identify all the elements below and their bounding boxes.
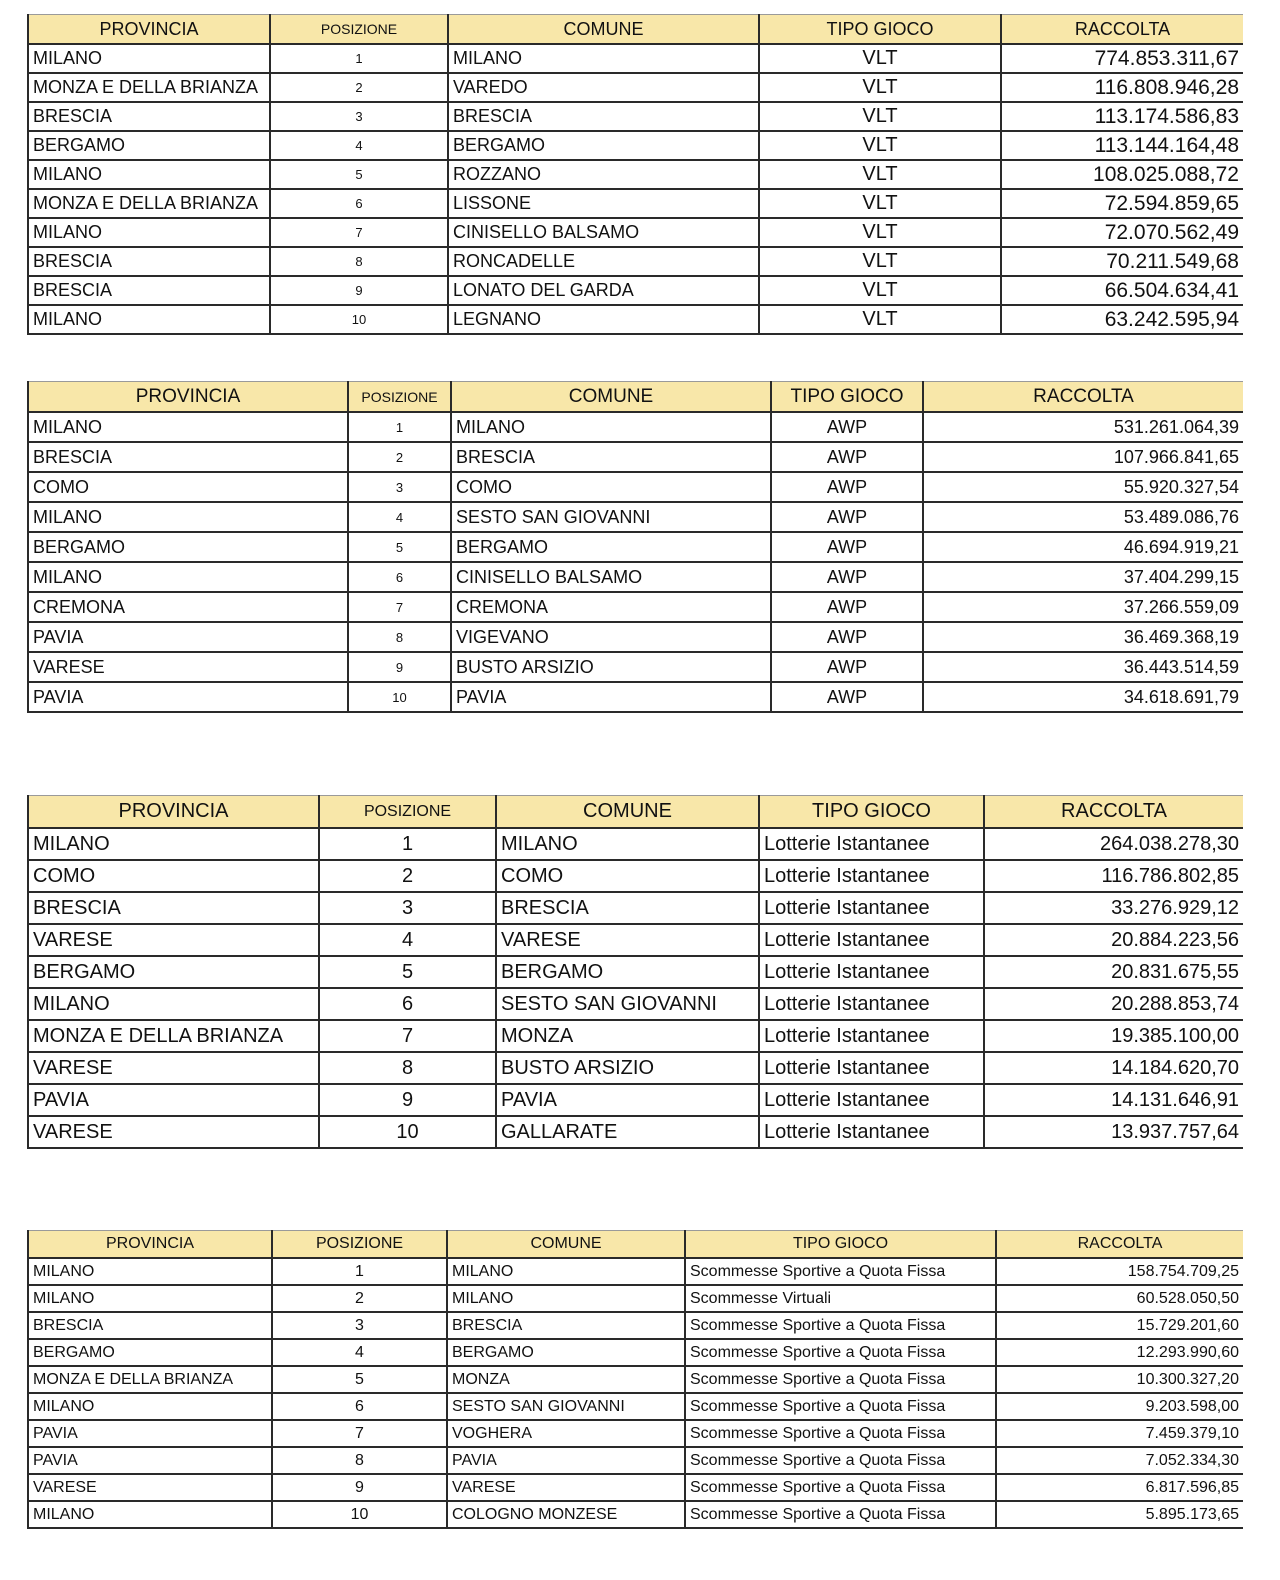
cell-comune: MILANO xyxy=(448,44,759,73)
cell-raccolta: 55.920.327,54 xyxy=(923,472,1243,502)
table-row xyxy=(28,102,1243,131)
table-header-row xyxy=(28,796,1243,829)
cell-tipo-gioco: Lotterie Istantanee xyxy=(759,1052,984,1084)
header-comune: COMUNE xyxy=(447,1231,685,1259)
cell-raccolta: 33.276.929,12 xyxy=(984,892,1243,924)
cell-provincia: MILANO xyxy=(28,1501,272,1528)
cell-comune: BERGAMO xyxy=(447,1339,685,1366)
cell-posizione: 4 xyxy=(270,131,448,160)
cell-raccolta: 34.618.691,79 xyxy=(923,682,1243,712)
cell-raccolta: 6.817.596,85 xyxy=(996,1474,1243,1501)
cell-posizione: 5 xyxy=(270,160,448,189)
table-row xyxy=(28,924,1243,956)
cell-posizione: 10 xyxy=(272,1501,447,1528)
cell-posizione: 1 xyxy=(270,44,448,73)
cell-tipo-gioco: AWP xyxy=(771,442,923,472)
cell-tipo-gioco: Scommesse Sportive a Quota Fissa xyxy=(685,1258,996,1285)
cell-raccolta: 20.884.223,56 xyxy=(984,924,1243,956)
cell-tipo-gioco: AWP xyxy=(771,532,923,562)
header-tipo-gioco: TIPO GIOCO xyxy=(759,796,984,829)
cell-posizione: 9 xyxy=(319,1084,496,1116)
cell-raccolta: 14.131.646,91 xyxy=(984,1084,1243,1116)
cell-comune: BRESCIA xyxy=(451,442,771,472)
table-row xyxy=(28,682,1243,712)
cell-posizione: 8 xyxy=(270,247,448,276)
cell-comune: VOGHERA xyxy=(447,1420,685,1447)
table-row xyxy=(28,988,1243,1020)
cell-comune: RONCADELLE xyxy=(448,247,759,276)
cell-comune: SESTO SAN GIOVANNI xyxy=(451,502,771,532)
cell-raccolta: 36.469.368,19 xyxy=(923,622,1243,652)
header-posizione: POSIZIONE xyxy=(272,1231,447,1259)
header-raccolta: RACCOLTA xyxy=(1001,15,1243,45)
table-row xyxy=(28,189,1243,218)
table-row xyxy=(28,592,1243,622)
table-row xyxy=(28,442,1243,472)
table-row xyxy=(28,1366,1243,1393)
header-tipo-gioco: TIPO GIOCO xyxy=(771,382,923,413)
cell-comune: PAVIA xyxy=(447,1447,685,1474)
cell-posizione: 9 xyxy=(348,652,451,682)
cell-raccolta: 774.853.311,67 xyxy=(1001,44,1243,73)
header-comune: COMUNE xyxy=(448,15,759,45)
cell-posizione: 8 xyxy=(348,622,451,652)
cell-provincia: VARESE xyxy=(28,1052,319,1084)
cell-comune: BUSTO ARSIZIO xyxy=(451,652,771,682)
cell-tipo-gioco: VLT xyxy=(759,102,1001,131)
cell-raccolta: 13.937.757,64 xyxy=(984,1116,1243,1148)
cell-posizione: 3 xyxy=(319,892,496,924)
table-row xyxy=(28,218,1243,247)
cell-tipo-gioco: Lotterie Istantanee xyxy=(759,1020,984,1052)
cell-tipo-gioco: Scommesse Virtuali xyxy=(685,1285,996,1312)
cell-posizione: 4 xyxy=(348,502,451,532)
cell-tipo-gioco: VLT xyxy=(759,305,1001,334)
cell-tipo-gioco: Lotterie Istantanee xyxy=(759,860,984,892)
cell-comune: MILANO xyxy=(451,412,771,442)
cell-provincia: BRESCIA xyxy=(28,102,270,131)
cell-tipo-gioco: AWP xyxy=(771,592,923,622)
cell-provincia: COMO xyxy=(28,860,319,892)
cell-comune: MILANO xyxy=(447,1285,685,1312)
cell-provincia: MONZA E DELLA BRIANZA xyxy=(28,1020,319,1052)
table-row xyxy=(28,247,1243,276)
cell-posizione: 2 xyxy=(319,860,496,892)
cell-raccolta: 9.203.598,00 xyxy=(996,1393,1243,1420)
cell-provincia: MILANO xyxy=(28,305,270,334)
cell-comune: CINISELLO BALSAMO xyxy=(451,562,771,592)
cell-tipo-gioco: Scommesse Sportive a Quota Fissa xyxy=(685,1366,996,1393)
table-row xyxy=(28,160,1243,189)
cell-tipo-gioco: VLT xyxy=(759,218,1001,247)
cell-comune: BERGAMO xyxy=(451,532,771,562)
cell-tipo-gioco: Lotterie Istantanee xyxy=(759,1116,984,1148)
cell-comune: MILANO xyxy=(496,828,759,860)
cell-posizione: 2 xyxy=(272,1285,447,1312)
cell-raccolta: 531.261.064,39 xyxy=(923,412,1243,442)
table-row xyxy=(28,1312,1243,1339)
cell-provincia: BRESCIA xyxy=(28,1312,272,1339)
cell-posizione: 7 xyxy=(270,218,448,247)
cell-posizione: 5 xyxy=(348,532,451,562)
header-raccolta: RACCOLTA xyxy=(923,382,1243,413)
cell-comune: MONZA xyxy=(496,1020,759,1052)
table-row xyxy=(28,131,1243,160)
cell-raccolta: 7.459.379,10 xyxy=(996,1420,1243,1447)
header-provincia: PROVINCIA xyxy=(28,15,270,45)
cell-comune: VAREDO xyxy=(448,73,759,102)
table-header-row xyxy=(28,1231,1243,1259)
header-comune: COMUNE xyxy=(496,796,759,829)
cell-provincia: PAVIA xyxy=(28,1420,272,1447)
cell-provincia: MILANO xyxy=(28,412,348,442)
cell-raccolta: 72.594.859,65 xyxy=(1001,189,1243,218)
cell-comune: BERGAMO xyxy=(496,956,759,988)
cell-provincia: BERGAMO xyxy=(28,1339,272,1366)
cell-tipo-gioco: VLT xyxy=(759,160,1001,189)
header-posizione: POSIZIONE xyxy=(270,15,448,45)
cell-provincia: VARESE xyxy=(28,1474,272,1501)
cell-tipo-gioco: VLT xyxy=(759,247,1001,276)
cell-comune: CREMONA xyxy=(451,592,771,622)
cell-tipo-gioco: AWP xyxy=(771,682,923,712)
cell-comune: VARESE xyxy=(447,1474,685,1501)
header-posizione: POSIZIONE xyxy=(319,796,496,829)
table-row xyxy=(28,1501,1243,1528)
cell-provincia: MILANO xyxy=(28,44,270,73)
cell-tipo-gioco: Scommesse Sportive a Quota Fissa xyxy=(685,1339,996,1366)
header-tipo-gioco: TIPO GIOCO xyxy=(685,1231,996,1259)
cell-provincia: MILANO xyxy=(28,1285,272,1312)
cell-provincia: BRESCIA xyxy=(28,276,270,305)
cell-tipo-gioco: VLT xyxy=(759,73,1001,102)
cell-raccolta: 66.504.634,41 xyxy=(1001,276,1243,305)
cell-tipo-gioco: Lotterie Istantanee xyxy=(759,956,984,988)
cell-provincia: VARESE xyxy=(28,1116,319,1148)
cell-provincia: MILANO xyxy=(28,218,270,247)
table-row xyxy=(28,412,1243,442)
cell-raccolta: 46.694.919,21 xyxy=(923,532,1243,562)
header-raccolta: RACCOLTA xyxy=(996,1231,1243,1259)
table-row xyxy=(28,305,1243,334)
cell-comune: VIGEVANO xyxy=(451,622,771,652)
cell-raccolta: 108.025.088,72 xyxy=(1001,160,1243,189)
cell-provincia: BERGAMO xyxy=(28,956,319,988)
cell-comune: CINISELLO BALSAMO xyxy=(448,218,759,247)
cell-tipo-gioco: Scommesse Sportive a Quota Fissa xyxy=(685,1501,996,1528)
cell-posizione: 2 xyxy=(270,73,448,102)
cell-posizione: 6 xyxy=(272,1393,447,1420)
cell-raccolta: 36.443.514,59 xyxy=(923,652,1243,682)
cell-raccolta: 20.831.675,55 xyxy=(984,956,1243,988)
cell-posizione: 4 xyxy=(272,1339,447,1366)
table-row xyxy=(28,1420,1243,1447)
table-row xyxy=(28,1258,1243,1285)
cell-comune: PAVIA xyxy=(451,682,771,712)
cell-raccolta: 53.489.086,76 xyxy=(923,502,1243,532)
cell-comune: MONZA xyxy=(447,1366,685,1393)
cell-provincia: MILANO xyxy=(28,1258,272,1285)
table-row xyxy=(28,44,1243,73)
cell-raccolta: 19.385.100,00 xyxy=(984,1020,1243,1052)
cell-tipo-gioco: VLT xyxy=(759,276,1001,305)
cell-raccolta: 158.754.709,25 xyxy=(996,1258,1243,1285)
ranking-table-awp xyxy=(27,381,1243,713)
cell-comune: COLOGNO MONZESE xyxy=(447,1501,685,1528)
cell-posizione: 8 xyxy=(272,1447,447,1474)
table-row xyxy=(28,828,1243,860)
table-row xyxy=(28,892,1243,924)
cell-tipo-gioco: AWP xyxy=(771,412,923,442)
cell-posizione: 3 xyxy=(270,102,448,131)
cell-provincia: PAVIA xyxy=(28,622,348,652)
header-tipo-gioco: TIPO GIOCO xyxy=(759,15,1001,45)
cell-posizione: 10 xyxy=(348,682,451,712)
cell-provincia: COMO xyxy=(28,472,348,502)
cell-tipo-gioco: Scommesse Sportive a Quota Fissa xyxy=(685,1474,996,1501)
cell-tipo-gioco: Lotterie Istantanee xyxy=(759,892,984,924)
header-provincia: PROVINCIA xyxy=(28,382,348,413)
table-row xyxy=(28,1393,1243,1420)
cell-raccolta: 37.266.559,09 xyxy=(923,592,1243,622)
cell-raccolta: 63.242.595,94 xyxy=(1001,305,1243,334)
header-provincia: PROVINCIA xyxy=(28,796,319,829)
cell-posizione: 1 xyxy=(348,412,451,442)
cell-comune: BUSTO ARSIZIO xyxy=(496,1052,759,1084)
cell-raccolta: 70.211.549,68 xyxy=(1001,247,1243,276)
cell-provincia: MILANO xyxy=(28,1393,272,1420)
table-row xyxy=(28,1084,1243,1116)
cell-provincia: PAVIA xyxy=(28,682,348,712)
cell-posizione: 7 xyxy=(272,1420,447,1447)
cell-raccolta: 7.052.334,30 xyxy=(996,1447,1243,1474)
table-row xyxy=(28,1285,1243,1312)
table-row xyxy=(28,502,1243,532)
cell-posizione: 6 xyxy=(270,189,448,218)
table-row xyxy=(28,73,1243,102)
ranking-table-scommesse xyxy=(27,1230,1243,1529)
cell-provincia: BRESCIA xyxy=(28,247,270,276)
cell-provincia: PAVIA xyxy=(28,1084,319,1116)
header-posizione: POSIZIONE xyxy=(348,382,451,413)
table-row xyxy=(28,472,1243,502)
cell-tipo-gioco: VLT xyxy=(759,44,1001,73)
cell-tipo-gioco: AWP xyxy=(771,562,923,592)
cell-tipo-gioco: VLT xyxy=(759,131,1001,160)
cell-posizione: 1 xyxy=(272,1258,447,1285)
cell-comune: COMO xyxy=(496,860,759,892)
cell-posizione: 3 xyxy=(348,472,451,502)
table-row xyxy=(28,1474,1243,1501)
cell-raccolta: 20.288.853,74 xyxy=(984,988,1243,1020)
cell-posizione: 7 xyxy=(348,592,451,622)
cell-provincia: MILANO xyxy=(28,828,319,860)
cell-posizione: 1 xyxy=(319,828,496,860)
header-raccolta: RACCOLTA xyxy=(984,796,1243,829)
cell-provincia: MONZA E DELLA BRIANZA xyxy=(28,189,270,218)
cell-tipo-gioco: VLT xyxy=(759,189,1001,218)
cell-comune: LISSONE xyxy=(448,189,759,218)
cell-tipo-gioco: Scommesse Sportive a Quota Fissa xyxy=(685,1393,996,1420)
cell-tipo-gioco: AWP xyxy=(771,502,923,532)
cell-raccolta: 15.729.201,60 xyxy=(996,1312,1243,1339)
table-header-row xyxy=(28,15,1243,45)
cell-provincia: MILANO xyxy=(28,160,270,189)
cell-posizione: 4 xyxy=(319,924,496,956)
cell-tipo-gioco: AWP xyxy=(771,652,923,682)
table-row xyxy=(28,860,1243,892)
cell-raccolta: 12.293.990,60 xyxy=(996,1339,1243,1366)
cell-posizione: 6 xyxy=(348,562,451,592)
header-comune: COMUNE xyxy=(451,382,771,413)
cell-posizione: 7 xyxy=(319,1020,496,1052)
cell-provincia: VARESE xyxy=(28,652,348,682)
cell-raccolta: 72.070.562,49 xyxy=(1001,218,1243,247)
cell-tipo-gioco: Lotterie Istantanee xyxy=(759,1084,984,1116)
cell-provincia: MILANO xyxy=(28,988,319,1020)
cell-comune: BRESCIA xyxy=(496,892,759,924)
cell-comune: PAVIA xyxy=(496,1084,759,1116)
cell-raccolta: 264.038.278,30 xyxy=(984,828,1243,860)
cell-posizione: 9 xyxy=(270,276,448,305)
table-row xyxy=(28,1339,1243,1366)
cell-comune: MILANO xyxy=(447,1258,685,1285)
cell-raccolta: 116.786.802,85 xyxy=(984,860,1243,892)
table-row xyxy=(28,1020,1243,1052)
cell-comune: ROZZANO xyxy=(448,160,759,189)
cell-tipo-gioco: Scommesse Sportive a Quota Fissa xyxy=(685,1447,996,1474)
cell-tipo-gioco: Scommesse Sportive a Quota Fissa xyxy=(685,1420,996,1447)
cell-posizione: 10 xyxy=(319,1116,496,1148)
table-row xyxy=(28,562,1243,592)
cell-comune: LEGNANO xyxy=(448,305,759,334)
header-provincia: PROVINCIA xyxy=(28,1231,272,1259)
table-row xyxy=(28,622,1243,652)
cell-comune: BRESCIA xyxy=(447,1312,685,1339)
cell-posizione: 10 xyxy=(270,305,448,334)
cell-tipo-gioco: Lotterie Istantanee xyxy=(759,988,984,1020)
table-row xyxy=(28,652,1243,682)
cell-raccolta: 60.528.050,50 xyxy=(996,1285,1243,1312)
cell-tipo-gioco: AWP xyxy=(771,472,923,502)
cell-provincia: BRESCIA xyxy=(28,892,319,924)
cell-posizione: 3 xyxy=(272,1312,447,1339)
cell-tipo-gioco: Lotterie Istantanee xyxy=(759,924,984,956)
table-row xyxy=(28,1447,1243,1474)
cell-posizione: 5 xyxy=(272,1366,447,1393)
ranking-table-lotterie xyxy=(27,795,1243,1149)
cell-tipo-gioco: AWP xyxy=(771,622,923,652)
cell-comune: BERGAMO xyxy=(448,131,759,160)
table-row xyxy=(28,532,1243,562)
cell-provincia: PAVIA xyxy=(28,1447,272,1474)
cell-provincia: BERGAMO xyxy=(28,532,348,562)
table-row xyxy=(28,276,1243,305)
cell-provincia: BERGAMO xyxy=(28,131,270,160)
cell-posizione: 5 xyxy=(319,956,496,988)
cell-provincia: MILANO xyxy=(28,502,348,532)
cell-provincia: MILANO xyxy=(28,562,348,592)
cell-comune: GALLARATE xyxy=(496,1116,759,1148)
cell-provincia: VARESE xyxy=(28,924,319,956)
table-row xyxy=(28,1116,1243,1148)
cell-raccolta: 116.808.946,28 xyxy=(1001,73,1243,102)
cell-provincia: BRESCIA xyxy=(28,442,348,472)
cell-raccolta: 113.174.586,83 xyxy=(1001,102,1243,131)
cell-tipo-gioco: Scommesse Sportive a Quota Fissa xyxy=(685,1312,996,1339)
cell-comune: BRESCIA xyxy=(448,102,759,131)
table-header-row xyxy=(28,382,1243,413)
cell-tipo-gioco: Lotterie Istantanee xyxy=(759,828,984,860)
cell-comune: SESTO SAN GIOVANNI xyxy=(447,1393,685,1420)
cell-raccolta: 14.184.620,70 xyxy=(984,1052,1243,1084)
cell-raccolta: 37.404.299,15 xyxy=(923,562,1243,592)
cell-provincia: CREMONA xyxy=(28,592,348,622)
cell-provincia: MONZA E DELLA BRIANZA xyxy=(28,73,270,102)
cell-comune: SESTO SAN GIOVANNI xyxy=(496,988,759,1020)
ranking-table-vlt xyxy=(27,14,1243,335)
cell-comune: LONATO DEL GARDA xyxy=(448,276,759,305)
table-row xyxy=(28,956,1243,988)
cell-raccolta: 107.966.841,65 xyxy=(923,442,1243,472)
cell-raccolta: 10.300.327,20 xyxy=(996,1366,1243,1393)
cell-provincia: MONZA E DELLA BRIANZA xyxy=(28,1366,272,1393)
cell-posizione: 2 xyxy=(348,442,451,472)
cell-posizione: 6 xyxy=(319,988,496,1020)
cell-posizione: 8 xyxy=(319,1052,496,1084)
cell-comune: COMO xyxy=(451,472,771,502)
cell-raccolta: 113.144.164,48 xyxy=(1001,131,1243,160)
cell-comune: VARESE xyxy=(496,924,759,956)
cell-raccolta: 5.895.173,65 xyxy=(996,1501,1243,1528)
cell-posizione: 9 xyxy=(272,1474,447,1501)
table-row xyxy=(28,1052,1243,1084)
